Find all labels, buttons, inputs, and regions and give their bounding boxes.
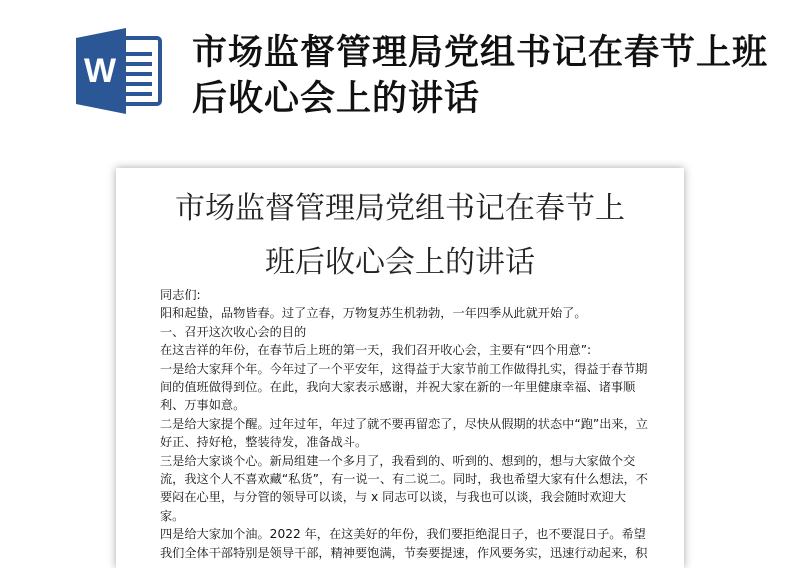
paragraph: 二是给大家提个醒。过年过年，年过了就不要再留恋了，尽快从假期的状态中“跑”出来，立好正、持好枪，整装待发，准备战斗。	[160, 416, 648, 450]
paragraph: 在这吉祥的年份，在春节后上班的第一天，我们召开收心会，主要有“四个用意”:	[160, 343, 592, 358]
document-body	[160, 286, 648, 562]
word-icon-letter: W	[83, 52, 117, 90]
word-icon	[76, 28, 166, 114]
paragraph: 阳和起蛰，品物皆春。过了立春，万物复苏生机勃勃，一年四季从此就开始了。	[160, 306, 587, 321]
section-heading: 一、召开这次收心会的目的	[160, 324, 307, 339]
paragraph: 四是给大家加个油。2022 年，在这美好的年份，我们要拒绝混日子，也不要混日子。希望我们全体干部特别是领导干部，精神要饱满，节奏要提速，作风要务实，迅速行动起来，积	[160, 527, 648, 560]
page-title: 市场监督管理局党组书记在春节上班后收心会上的讲话	[192, 33, 769, 119]
paragraph-greeting: 同志们:	[160, 288, 201, 302]
paragraph: 一是给大家拜个年。今年过了一个平安年，这得益于大家节前工作做得扎实，得益于春节期间的值班做得到位。在此，我向大家表示感谢，并祝大家在新的一年里健康幸福、诸事顺利、万事如意。	[160, 361, 648, 413]
document-title	[116, 182, 684, 290]
document-title-line-1: 市场监督管理局党组书记在春节上	[175, 191, 625, 226]
document-title-line-2: 班后收心会上的讲话	[265, 245, 535, 280]
header	[0, 0, 800, 150]
document-page	[116, 168, 684, 568]
paragraph: 三是给大家谈个心。新局组建一个多月了，我看到的、听到的、想到的，想与大家做个交流，我这个人不喜欢藏“私货”，有一说一、有二说二。同时，我也希望大家有什么想法，不要闷在心里，与分管的领导可以谈，与 x 同志可以谈，与我也可以谈，我会随时欢迎大家。	[160, 453, 648, 523]
